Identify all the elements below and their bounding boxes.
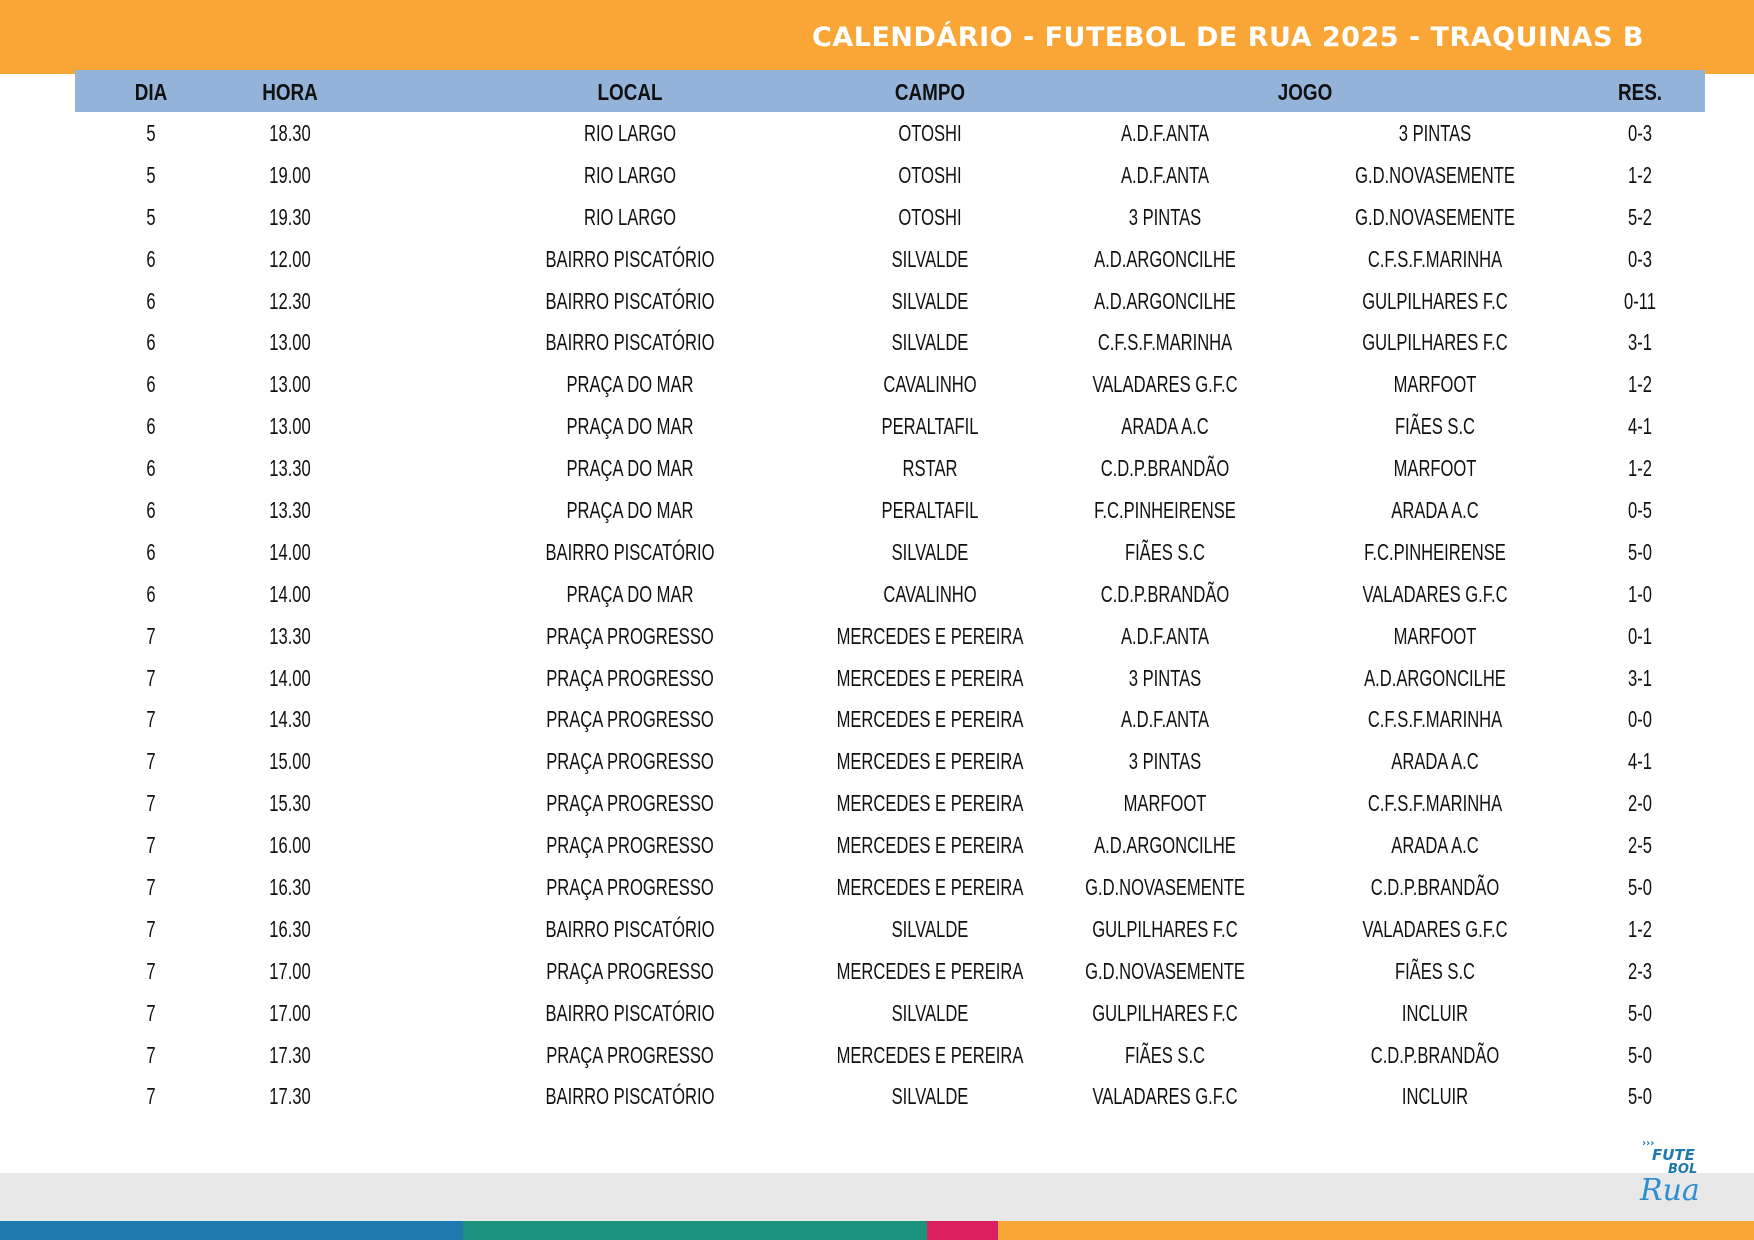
table-row <box>75 698 1705 740</box>
cell-campo: SILVALDE <box>891 245 969 272</box>
cell-home-team: C.D.P.BRANDÃO <box>1100 455 1230 482</box>
table-row <box>75 866 1705 908</box>
cell-local: PRAÇA PROGRESSO <box>546 957 714 984</box>
table-row <box>75 573 1705 615</box>
cell-local: PRAÇA DO MAR <box>566 413 694 440</box>
cell-dia: 6 <box>146 580 156 607</box>
cell-result: 0-1 <box>1628 622 1652 649</box>
cell-local: PRAÇA PROGRESSO <box>546 1041 714 1068</box>
cell-home-team: 3 PINTAS <box>1128 748 1202 775</box>
cell-campo: MERCEDES E PEREIRA <box>836 706 1024 733</box>
cell-hora: 13.00 <box>269 329 311 356</box>
table-row <box>75 1075 1705 1117</box>
cell-local: BAIRRO PISCATÓRIO <box>545 915 715 942</box>
cell-hora: 13.00 <box>269 371 311 398</box>
cell-campo: MERCEDES E PEREIRA <box>836 664 1024 691</box>
cell-away-team: G.D.NOVASEMENTE <box>1355 161 1515 188</box>
cell-away-team: MARFOOT <box>1393 371 1477 398</box>
cell-campo: OTOSHI <box>898 203 962 230</box>
cell-dia: 7 <box>146 748 156 775</box>
cell-result: 1-2 <box>1628 371 1652 398</box>
logo-text-fute: FUTE <box>1652 1146 1695 1164</box>
cell-home-team: A.D.F.ANTA <box>1120 622 1210 649</box>
cell-home-team: FIÃES S.C <box>1124 1041 1206 1068</box>
cell-hora: 17.30 <box>269 1083 311 1110</box>
cell-dia: 7 <box>146 1083 156 1110</box>
cell-result: 1-2 <box>1628 455 1652 482</box>
cell-away-team: FIÃES S.C <box>1394 413 1476 440</box>
logo-text-bol: BOL <box>1668 1162 1698 1177</box>
cell-dia: 6 <box>146 497 156 524</box>
cell-home-team: G.D.NOVASEMENTE <box>1085 957 1245 984</box>
cell-home-team: F.C.PINHEIRENSE <box>1094 497 1236 524</box>
cell-hora: 16.30 <box>269 874 311 901</box>
cell-away-team: ARADA A.C <box>1391 497 1479 524</box>
table-row <box>75 740 1705 782</box>
cell-local: PRAÇA PROGRESSO <box>546 622 714 649</box>
footer-band <box>0 1173 1754 1221</box>
cell-result: 1-0 <box>1628 580 1652 607</box>
table-row <box>75 112 1705 154</box>
table-row <box>75 489 1705 531</box>
logo-text-rua: Rua <box>1640 1173 1700 1208</box>
table-row <box>75 321 1705 363</box>
cell-campo: RSTAR <box>902 455 958 482</box>
cell-campo: CAVALINHO <box>883 371 977 398</box>
cell-dia: 7 <box>146 874 156 901</box>
table-row <box>75 238 1705 280</box>
cell-dia: 7 <box>146 664 156 691</box>
cell-campo: SILVALDE <box>891 287 969 314</box>
cell-local: PRAÇA DO MAR <box>566 371 694 398</box>
cell-result: 5-2 <box>1628 203 1652 230</box>
cell-away-team: C.D.P.BRANDÃO <box>1370 1041 1500 1068</box>
cell-home-team: VALADARES G.F.C <box>1092 371 1238 398</box>
table-row <box>75 657 1705 699</box>
cell-result: 1-2 <box>1628 161 1652 188</box>
cell-local: RIO LARGO <box>583 161 677 188</box>
cell-away-team: A.D.ARGONCILHE <box>1364 664 1506 691</box>
cell-hora: 14.00 <box>269 538 311 565</box>
col-header-campo: CAMPO <box>894 79 966 105</box>
cell-home-team: C.F.S.F.MARINHA <box>1097 329 1233 356</box>
cell-away-team: C.F.S.F.MARINHA <box>1367 790 1503 817</box>
cell-dia: 7 <box>146 1041 156 1068</box>
cell-result: 5-0 <box>1628 874 1652 901</box>
cell-result: 1-2 <box>1628 915 1652 942</box>
cell-hora: 16.00 <box>269 832 311 859</box>
cell-result: 0-3 <box>1628 120 1652 146</box>
table-row <box>75 196 1705 238</box>
cell-result: 5-0 <box>1628 999 1652 1026</box>
cell-dia: 6 <box>146 413 156 440</box>
cell-dia: 7 <box>146 999 156 1026</box>
cell-dia: 7 <box>146 706 156 733</box>
table-row <box>75 782 1705 824</box>
cell-hora: 15.00 <box>269 748 311 775</box>
cell-hora: 19.00 <box>269 161 311 188</box>
cell-result: 3-1 <box>1628 329 1652 356</box>
cell-hora: 17.30 <box>269 1041 311 1068</box>
footer-stripe-orange <box>998 1221 1754 1240</box>
cell-result: 0-11 <box>1624 287 1656 314</box>
cell-away-team: ARADA A.C <box>1391 832 1479 859</box>
cell-away-team: F.C.PINHEIRENSE <box>1364 538 1506 565</box>
cell-result: 5-0 <box>1628 1083 1652 1110</box>
futebol-de-rua-logo <box>1632 1138 1722 1208</box>
cell-result: 0-5 <box>1628 497 1652 524</box>
cell-local: RIO LARGO <box>583 120 677 146</box>
cell-local: BAIRRO PISCATÓRIO <box>545 999 715 1026</box>
cell-dia: 6 <box>146 538 156 565</box>
cell-home-team: 3 PINTAS <box>1128 203 1202 230</box>
cell-result: 3-1 <box>1628 664 1652 691</box>
cell-hora: 12.00 <box>269 245 311 272</box>
page-title: CALENDÁRIO - FUTEBOL DE RUA 2025 - TRAQUINAS B <box>812 22 1644 53</box>
cell-away-team: VALADARES G.F.C <box>1362 915 1508 942</box>
cell-campo: OTOSHI <box>898 120 962 146</box>
table-row <box>75 531 1705 573</box>
cell-hora: 13.30 <box>269 622 311 649</box>
footer-stripe-pink <box>927 1221 998 1240</box>
cell-local: PRAÇA PROGRESSO <box>546 748 714 775</box>
cell-dia: 6 <box>146 371 156 398</box>
cell-hora: 14.30 <box>269 706 311 733</box>
cell-dia: 7 <box>146 622 156 649</box>
cell-away-team: ARADA A.C <box>1391 748 1479 775</box>
cell-result: 4-1 <box>1628 413 1652 440</box>
cell-campo: MERCEDES E PEREIRA <box>836 790 1024 817</box>
cell-away-team: C.D.P.BRANDÃO <box>1370 874 1500 901</box>
cell-campo: SILVALDE <box>891 915 969 942</box>
cell-result: 5-0 <box>1628 1041 1652 1068</box>
cell-hora: 18.30 <box>269 120 311 146</box>
cell-local: BAIRRO PISCATÓRIO <box>545 538 715 565</box>
cell-campo: MERCEDES E PEREIRA <box>836 957 1024 984</box>
cell-away-team: C.F.S.F.MARINHA <box>1367 245 1503 272</box>
cell-campo: CAVALINHO <box>883 580 977 607</box>
cell-away-team: FIÃES S.C <box>1394 957 1476 984</box>
cell-home-team: FIÃES S.C <box>1124 538 1206 565</box>
cell-local: PRAÇA DO MAR <box>566 455 694 482</box>
cell-local: BAIRRO PISCATÓRIO <box>545 1083 715 1110</box>
cell-campo: MERCEDES E PEREIRA <box>836 622 1024 649</box>
footer-stripe-green <box>463 1221 927 1240</box>
cell-away-team: G.D.NOVASEMENTE <box>1355 203 1515 230</box>
cell-away-team: VALADARES G.F.C <box>1362 580 1508 607</box>
cell-away-team: 3 PINTAS <box>1398 120 1472 146</box>
cell-home-team: A.D.ARGONCILHE <box>1094 832 1236 859</box>
cell-result: 0-3 <box>1628 245 1652 272</box>
cell-home-team: A.D.ARGONCILHE <box>1094 245 1236 272</box>
col-header-hora: HORA <box>262 79 318 105</box>
cell-campo: MERCEDES E PEREIRA <box>836 832 1024 859</box>
cell-campo: SILVALDE <box>891 999 969 1026</box>
cell-local: PRAÇA PROGRESSO <box>546 664 714 691</box>
cell-hora: 12.30 <box>269 287 311 314</box>
cell-dia: 7 <box>146 915 156 942</box>
table-row <box>75 280 1705 322</box>
table-row <box>75 154 1705 196</box>
cell-away-team: MARFOOT <box>1393 622 1477 649</box>
cell-campo: SILVALDE <box>891 329 969 356</box>
table-row <box>75 363 1705 405</box>
cell-away-team: MARFOOT <box>1393 455 1477 482</box>
cell-home-team: ARADA A.C <box>1121 413 1209 440</box>
cell-local: BAIRRO PISCATÓRIO <box>545 287 715 314</box>
cell-home-team: A.D.ARGONCILHE <box>1094 287 1236 314</box>
cell-local: PRAÇA PROGRESSO <box>546 832 714 859</box>
svg-text:›››: ››› <box>1642 1138 1655 1149</box>
cell-dia: 6 <box>146 287 156 314</box>
cell-hora: 15.30 <box>269 790 311 817</box>
cell-campo: SILVALDE <box>891 538 969 565</box>
col-header-local: LOCAL <box>597 79 663 105</box>
table-row <box>75 824 1705 866</box>
cell-hora: 19.30 <box>269 203 311 230</box>
cell-local: PRAÇA PROGRESSO <box>546 790 714 817</box>
cell-home-team: 3 PINTAS <box>1128 664 1202 691</box>
schedule-table <box>75 70 1705 1117</box>
table-body <box>75 112 1705 1117</box>
cell-campo: MERCEDES E PEREIRA <box>836 748 1024 775</box>
cell-hora: 13.00 <box>269 413 311 440</box>
cell-away-team: C.F.S.F.MARINHA <box>1367 706 1503 733</box>
cell-hora: 13.30 <box>269 455 311 482</box>
cell-local: PRAÇA PROGRESSO <box>546 706 714 733</box>
cell-local: BAIRRO PISCATÓRIO <box>545 329 715 356</box>
table-row <box>75 950 1705 992</box>
cell-hora: 17.00 <box>269 999 311 1026</box>
cell-dia: 6 <box>146 329 156 356</box>
cell-hora: 14.00 <box>269 580 311 607</box>
cell-away-team: INCLUIR <box>1401 999 1469 1026</box>
cell-campo: OTOSHI <box>898 161 962 188</box>
table-header-row <box>75 70 1705 112</box>
cell-dia: 7 <box>146 790 156 817</box>
cell-result: 0-0 <box>1628 706 1652 733</box>
cell-hora: 16.30 <box>269 915 311 942</box>
cell-dia: 6 <box>146 245 156 272</box>
col-header-dia: DIA <box>134 79 168 105</box>
cell-away-team: INCLUIR <box>1401 1083 1469 1110</box>
cell-home-team: A.D.F.ANTA <box>1120 161 1210 188</box>
cell-home-team: A.D.F.ANTA <box>1120 120 1210 146</box>
cell-local: RIO LARGO <box>583 203 677 230</box>
cell-home-team: GULPILHARES F.C <box>1092 999 1238 1026</box>
cell-dia: 6 <box>146 455 156 482</box>
cell-local: PRAÇA DO MAR <box>566 580 694 607</box>
cell-home-team: C.D.P.BRANDÃO <box>1100 580 1230 607</box>
table-row <box>75 908 1705 950</box>
cell-hora: 14.00 <box>269 664 311 691</box>
cell-campo: SILVALDE <box>891 1083 969 1110</box>
cell-campo: PERALTAFIL <box>881 497 979 524</box>
footer-stripe-blue <box>0 1221 463 1240</box>
cell-result: 4-1 <box>1628 748 1652 775</box>
cell-local: PRAÇA PROGRESSO <box>546 874 714 901</box>
table-row <box>75 405 1705 447</box>
cell-away-team: GULPILHARES F.C <box>1362 329 1508 356</box>
cell-dia: 7 <box>146 832 156 859</box>
cell-dia: 5 <box>146 161 156 188</box>
top-banner <box>0 0 1754 74</box>
cell-campo: PERALTAFIL <box>881 413 979 440</box>
cell-dia: 7 <box>146 957 156 984</box>
cell-local: BAIRRO PISCATÓRIO <box>545 245 715 272</box>
cell-dia: 5 <box>146 203 156 230</box>
cell-result: 5-0 <box>1628 538 1652 565</box>
table-row <box>75 447 1705 489</box>
cell-result: 2-5 <box>1628 832 1652 859</box>
cell-home-team: A.D.F.ANTA <box>1120 706 1210 733</box>
cell-hora: 13.30 <box>269 497 311 524</box>
cell-home-team: MARFOOT <box>1123 790 1207 817</box>
cell-campo: MERCEDES E PEREIRA <box>836 874 1024 901</box>
cell-campo: MERCEDES E PEREIRA <box>836 1041 1024 1068</box>
col-header-jogo: JOGO <box>1277 79 1333 105</box>
cell-home-team: GULPILHARES F.C <box>1092 915 1238 942</box>
cell-result: 2-3 <box>1628 957 1652 984</box>
table-row <box>75 615 1705 657</box>
cell-home-team: VALADARES G.F.C <box>1092 1083 1238 1110</box>
cell-away-team: GULPILHARES F.C <box>1362 287 1508 314</box>
cell-result: 2-0 <box>1628 790 1652 817</box>
col-header-res: RES. <box>1617 79 1663 105</box>
table-row <box>75 992 1705 1034</box>
cell-hora: 17.00 <box>269 957 311 984</box>
cell-home-team: G.D.NOVASEMENTE <box>1085 874 1245 901</box>
cell-local: PRAÇA DO MAR <box>566 497 694 524</box>
cell-dia: 5 <box>146 120 156 146</box>
table-row <box>75 1034 1705 1076</box>
